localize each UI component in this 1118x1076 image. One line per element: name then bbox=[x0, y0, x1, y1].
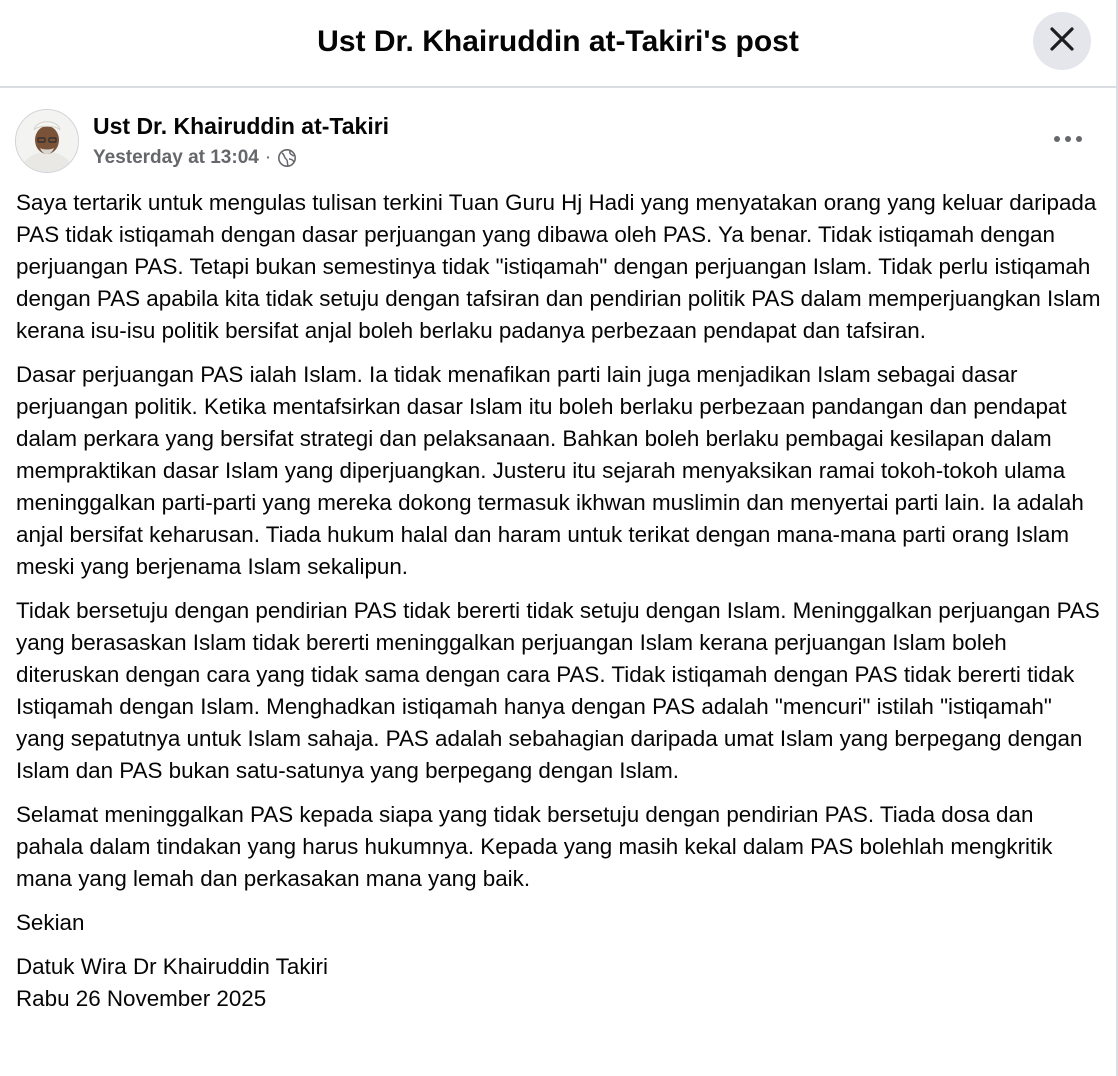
dialog-header bbox=[0, 0, 1116, 88]
dialog-title: Ust Dr. Khairuddin at-Takiri's post bbox=[317, 25, 799, 58]
globe-icon[interactable] bbox=[277, 148, 297, 168]
close-icon bbox=[1049, 26, 1075, 57]
post-timestamp[interactable]: Yesterday at 13:04 bbox=[93, 147, 259, 168]
post-paragraph: Tidak bersetuju dengan pendirian PAS tidak bererti tidak setuju dengan Islam. Meninggalkan perjuangan PAS yang berasaskan Islam tidak bererti meninggalkan perjuangan Islam kerana perjuangan Islam boleh diteruskan dengan cara yang tidak sama dengan cara PAS. Tidak istiqamah dengan PAS tidak bererti tidak Istiqamah dengan Islam. Menghadkan istiqamah hanya dengan PAS adalah "mencuri" istilah "istiqamah" yang sepatutnya untuk Islam sahaja. PAS adalah sebahagian daripada umat Islam yang berpegang dengan Islam dan PAS bukan satu-satunya yang berpegang dengan Islam. bbox=[16, 598, 1100, 783]
post-paragraph: Dasar perjuangan PAS ialah Islam. Ia tidak menafikan parti lain juga menjadikan Islam sebagai dasar perjuangan politik. Ketika mentafsirkan dasar Islam itu boleh berlaku perbezaan pandangan dan pendapat dalam perkara yang bersifat strategi dan pelaksanaan. Bahkan boleh berlaku pembagai kesilapan dalam mempraktikan dasar Islam yang diperjuangkan. Justeru itu sejarah menyaksikan ramai tokoh-tokoh ulama meninggalkan parti-parti yang mereka dokong termasuk ikhwan muslimin dan menyertai parti lain. Ia adalah anjal bersifat keharusan. Tiada hukum halal dan haram untuk terikat dengan mana-mana parti orang Islam meski yang berjenama Islam sekalipun. bbox=[16, 362, 1084, 579]
more-horizontal-icon bbox=[1053, 130, 1083, 148]
post-text bbox=[16, 187, 1106, 1027]
post-paragraph: Sekian bbox=[16, 910, 85, 935]
meta-separator: · bbox=[264, 147, 272, 168]
post-paragraph: Selamat meninggalkan PAS kepada siapa yang tidak bersetuju dengan pendirian PAS. Tiada dosa dan pahala dalam tindakan yang harus hukumnya. Kepada yang masih kekal dalam PAS bolehlah mengkritik mana yang lemah dan perkasakan mana yang baik. bbox=[16, 802, 1053, 891]
author-name-link[interactable]: Ust Dr. Khairuddin at-Takiri bbox=[93, 113, 390, 139]
post-paragraph: Saya tertarik untuk mengulas tulisan terkini Tuan Guru Hj Hadi yang menyatakan orang yang keluar daripada PAS tidak istiqamah dengan dasar perjuangan yang dibawa oleh PAS. Ya benar. Tidak istiqamah dengan perjuangan PAS. Tetapi bukan semestinya tidak "istiqamah" dengan perjuangan Islam. Tidak perlu istiqamah dengan PAS apabila kita tidak setuju dengan tafsiran dan pendirian politik PAS dalam memperjuangkan Islam kerana isu-isu politik bersifat anjal boleh berlaku padanya perbezaan pendapat dan tafsiran. bbox=[16, 190, 1101, 343]
more-options-button[interactable] bbox=[1042, 122, 1094, 156]
post-signature: Datuk Wira Dr Khairuddin Takiri Rabu 26 November 2025 bbox=[16, 954, 328, 1011]
close-button[interactable] bbox=[1033, 12, 1091, 70]
avatar[interactable] bbox=[15, 109, 79, 173]
post-meta bbox=[93, 144, 297, 172]
